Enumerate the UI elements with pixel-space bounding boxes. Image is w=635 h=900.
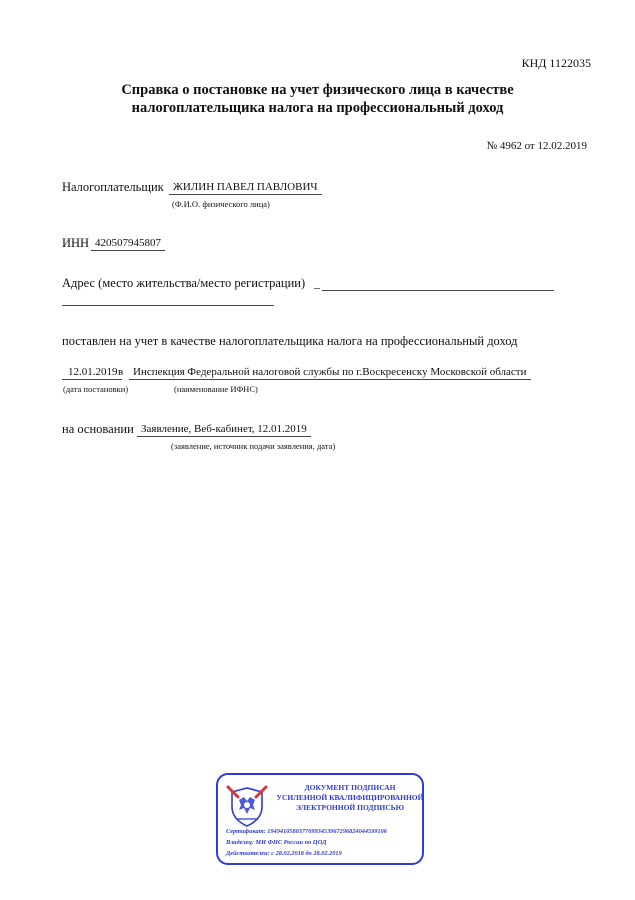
title-line-1: Справка о постановке на учет физического лица в качестве <box>121 82 514 98</box>
stamp-validity: Действителен: с 28.02.2018 до 28.02.2019 <box>226 850 342 857</box>
basis-value: Заявление, Веб-кабинет, 12.01.2019 <box>137 423 311 437</box>
stamp-header <box>276 783 424 813</box>
stamp-line-1: ДОКУМЕНТ ПОДПИСАН <box>304 783 396 792</box>
ifns-hint: (наименование ИФНС) <box>174 384 258 394</box>
inn-label: ИНН <box>62 236 90 250</box>
stamp-line-2: УСИЛЕННОЙ КВАЛИФИЦИРОВАННОЙ <box>276 793 424 802</box>
knd-code: КНД 1122035 <box>521 56 591 70</box>
document-number-date: № 4962 от 12.02.2019 <box>486 140 587 152</box>
signature-stamp <box>216 773 424 865</box>
address-underline-2 <box>62 305 274 306</box>
registration-in-word: в <box>118 366 124 378</box>
stamp-line-3: ЭЛЕКТРОННОЙ ПОДПИСЬЮ <box>295 803 405 812</box>
basis-label: на основании <box>62 422 134 436</box>
address-underline-1 <box>322 290 554 291</box>
registration-date: 12.01.2019 <box>62 366 122 380</box>
fns-emblem-icon <box>224 783 270 829</box>
inn-value: 420507945807 <box>91 237 165 251</box>
title-line-2: налогоплательщика налога на профессиональный доход <box>131 100 504 116</box>
taxpayer-label: Налогоплательщик <box>62 180 164 194</box>
taxpayer-hint: (Ф.И.О. физического лица) <box>172 199 270 209</box>
document-title <box>0 81 635 117</box>
taxpayer-name: ЖИЛИН ПАВЕЛ ПАВЛОВИЧ <box>169 181 322 195</box>
stamp-owner: Владелец: МИ ФНС России по ЦОД <box>226 839 327 846</box>
basis-hint: (заявление, источник подачи заявления, дата) <box>171 441 336 451</box>
registration-date-hint: (дата постановки) <box>63 384 129 394</box>
address-label: Адрес (место жительства/место регистрации) <box>62 276 306 290</box>
ifns-name: Инспекция Федеральной налоговой службы по г.Воскресенску Московской области <box>129 366 531 380</box>
address-value-start: _ <box>314 276 320 290</box>
registered-text: поставлен на учет в качестве налогоплательщика налога на профессиональный доход <box>62 334 518 348</box>
stamp-certificate: Сертификат: 19494105803770993453967296824044599106 <box>226 828 387 835</box>
